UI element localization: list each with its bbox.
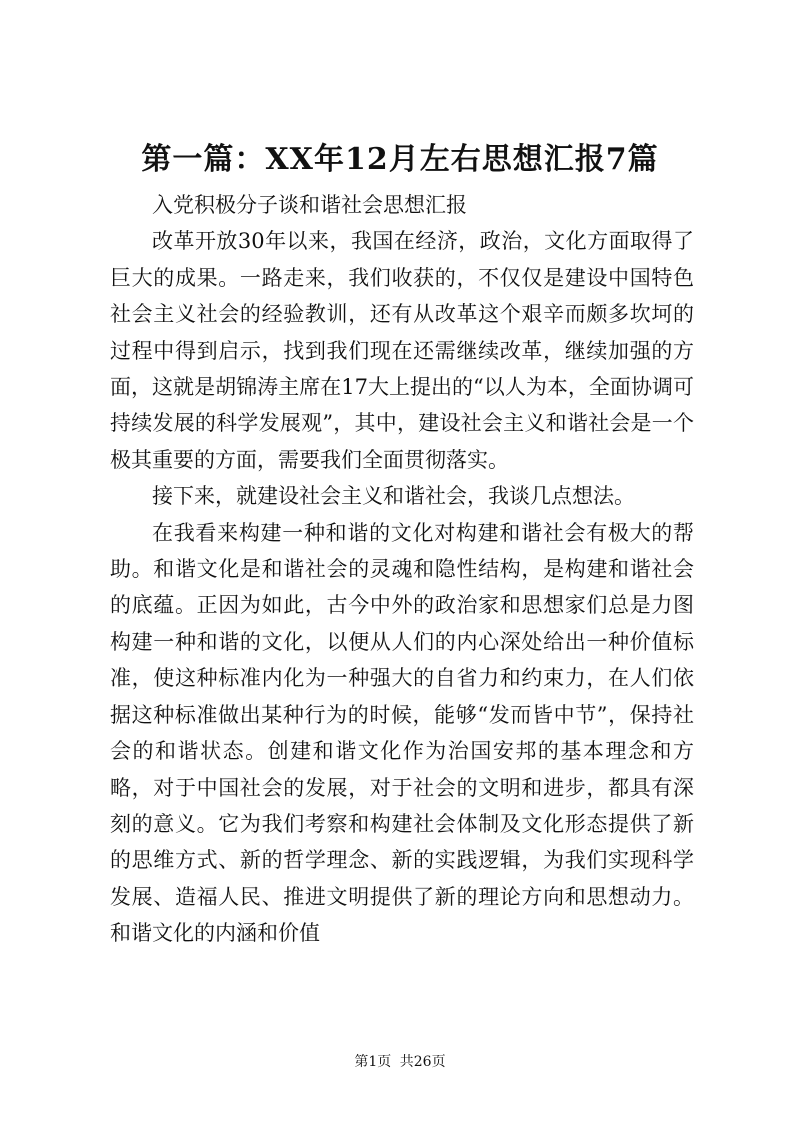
paragraph: 在我看来构建一种和谐的文化对构建和谐社会有极大的帮助。和谐文化是和谐社会的灵魂和隐性结构，是构建和谐社会的底蕴。正因为如此，古今中外的政治家和思想家们总是力图构建一种和谐的文化，以便从人们的内心深处给出一种价值标准，使这种标准内化为一种强大的自省力和约束力，在人们依据这种标准做出某种行为的时候，能够“发而皆中节”，保持社会的和谐状态。创建和谐文化作为治国安邦的基本理念和方略，对于中国社会的发展，对于社会的文明和进步，都具有深刻的意义。它为我们考察和构建社会体制及文化形态提供了新的思维方式、新的哲学理念、新的实践逻辑，为我们实现科学发展、造福人民、推进文明提供了新的理论方向和思想动力。和谐文化的内涵和价值 — [110, 520, 694, 946]
section-heading: 入党积极分子谈和谐社会思想汇报 — [152, 193, 467, 217]
page-total: 共26页 — [399, 1054, 446, 1070]
page-footer — [0, 1052, 800, 1072]
paragraph: 改革开放30年以来，我国在经济，政治，文化方面取得了巨大的成果。一路走来，我们收获的，不仅仅是建设中国特色社会主义社会的经验教训，还有从改革这个艰辛而颇多坎坷的过程中得到启示，找到我们现在还需继续改革，继续加强的方面，这就是胡锦涛主席在17大上提出的“以人为本，全面协调可持续发展的科学发展观”，其中，建设社会主义和谐社会是一个极其重要的方面，需要我们全面贯彻落实。 — [110, 229, 694, 472]
document-body — [110, 187, 694, 952]
page-number: 第1页 — [354, 1054, 392, 1070]
paragraph: 接下来，就建设社会主义和谐社会，我谈几点想法。 — [152, 484, 635, 509]
document-title: 第一篇：XX年12月左右思想汇报7篇 — [141, 142, 659, 177]
